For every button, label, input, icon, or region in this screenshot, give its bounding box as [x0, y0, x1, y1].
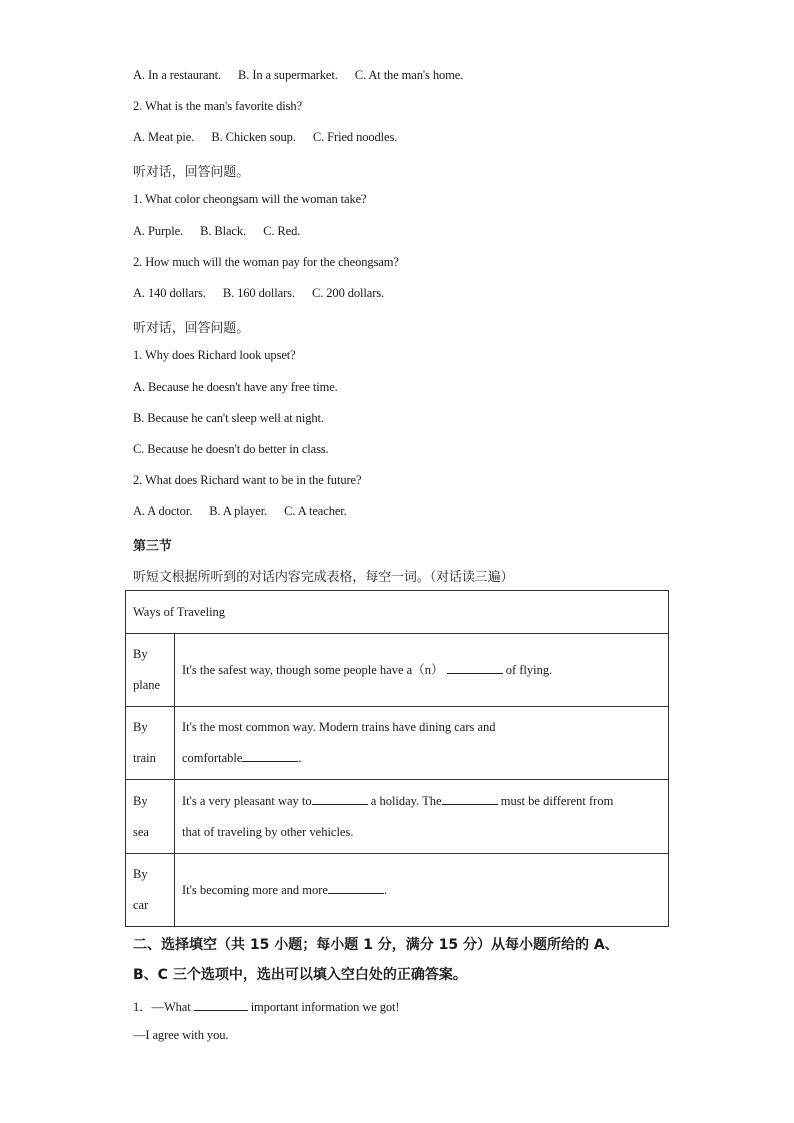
option-a: A. A doctor.: [133, 504, 193, 518]
question-reply: —I agree with you.: [133, 1028, 229, 1042]
row-text: It's a very pleasant way to: [182, 793, 312, 808]
row-text: .: [383, 882, 388, 897]
option-c: C. A teacher.: [284, 504, 347, 518]
option-b: B. Chicken soup.: [211, 130, 296, 144]
option-c: C. Red.: [263, 224, 301, 238]
question-text: 1. Why does Richard look upset?: [133, 348, 296, 362]
question-options-line: [133, 68, 463, 83]
table-row: [126, 780, 669, 854]
section-instruction: 听短文根据所听到的对话内容完成表格，每空一词。（对话读三遍）: [133, 570, 514, 585]
answer-blank[interactable]: [328, 881, 384, 894]
row-label-line: train: [133, 751, 156, 765]
table-row: [126, 854, 669, 927]
question-text: 1. What color cheongsam will the woman take?: [133, 192, 367, 206]
option-b: B. A player.: [209, 504, 268, 518]
question-text: 2. What does Richard want to be in the future?: [133, 473, 362, 487]
row-label-line: By: [133, 867, 148, 881]
option-c: C. 200 dollars.: [311, 286, 385, 300]
question-options-line: [133, 504, 347, 519]
question-options-line: [133, 286, 384, 301]
question-options-line: [133, 130, 397, 145]
row-label: [126, 854, 175, 927]
option-c: C. Because he doesn't do better in class.: [133, 442, 329, 456]
option-b: B. Because he can't sleep well at night.: [133, 411, 324, 425]
row-text: It's the most common way. Modern trains have dining cars and: [182, 720, 496, 734]
table-row: [126, 634, 669, 707]
option-b: B. 160 dollars.: [222, 286, 295, 300]
row-content: [175, 634, 669, 707]
row-content: [175, 707, 669, 780]
option-c: C. Fried noodles.: [312, 130, 398, 144]
dialog-instruction: 听对话，回答问题。: [133, 321, 250, 336]
row-text: It's becoming more and more: [182, 882, 328, 897]
row-label-line: By: [133, 793, 148, 808]
question-text: 2. What is the man's favorite dish?: [133, 99, 302, 113]
answer-blank[interactable]: [442, 792, 498, 805]
option-a: A. Meat pie.: [133, 130, 195, 144]
answer-blank[interactable]: [194, 998, 248, 1011]
row-text: comfortable: [182, 751, 243, 765]
option-b: B. In a supermarket.: [238, 68, 338, 82]
row-text: must be different from: [500, 793, 614, 808]
option-c: C. At the man's home.: [354, 68, 464, 82]
option-a: A. Because he doesn't have any free time.: [133, 380, 338, 394]
option-a: A. 140 dollars.: [133, 286, 206, 300]
row-label: [126, 780, 175, 854]
row-content: [175, 780, 669, 854]
answer-blank[interactable]: [447, 661, 503, 674]
part-heading: B、C 三个选项中，选出可以填入空白处的正确答案。: [133, 967, 467, 983]
dialog-instruction: 听对话，回答问题。: [133, 165, 250, 180]
section-heading: 第三节: [133, 539, 172, 554]
table-title: Ways of Traveling: [126, 591, 669, 634]
question-suffix: important information we got!: [250, 1000, 400, 1014]
question-prefix: 1．—What: [133, 1000, 191, 1014]
row-text: that of traveling by other vehicles.: [182, 824, 354, 839]
ways-of-traveling-table: [125, 590, 669, 927]
question-options-line: [133, 224, 300, 239]
row-content: [175, 854, 669, 927]
row-text: of flying.: [505, 662, 553, 677]
row-text: It's the safest way, though some people have a（n）: [182, 662, 444, 677]
option-a: A. In a restaurant.: [133, 68, 221, 82]
option-b: B. Black.: [200, 224, 247, 238]
table-row: [126, 707, 669, 780]
row-label: [126, 634, 175, 707]
question-text: 2. How much will the woman pay for the cheongsam?: [133, 255, 399, 269]
row-label-line: sea: [133, 824, 149, 839]
row-label-line: plane: [133, 678, 161, 692]
answer-blank[interactable]: [242, 749, 298, 762]
row-text: .: [298, 751, 302, 765]
row-text: a holiday. The: [370, 793, 442, 808]
answer-blank[interactable]: [312, 792, 368, 805]
row-label-line: By: [133, 720, 148, 734]
table-title-row: [126, 591, 669, 634]
row-label-line: By: [133, 647, 148, 661]
row-label-line: car: [133, 898, 149, 912]
question-text: [133, 997, 400, 1015]
row-label: [126, 707, 175, 780]
part-heading: 二、选择填空（共 15 小题；每小题 1 分，满分 15 分）从每小题所给的 A、: [133, 937, 619, 953]
option-a: A. Purple.: [133, 224, 184, 238]
